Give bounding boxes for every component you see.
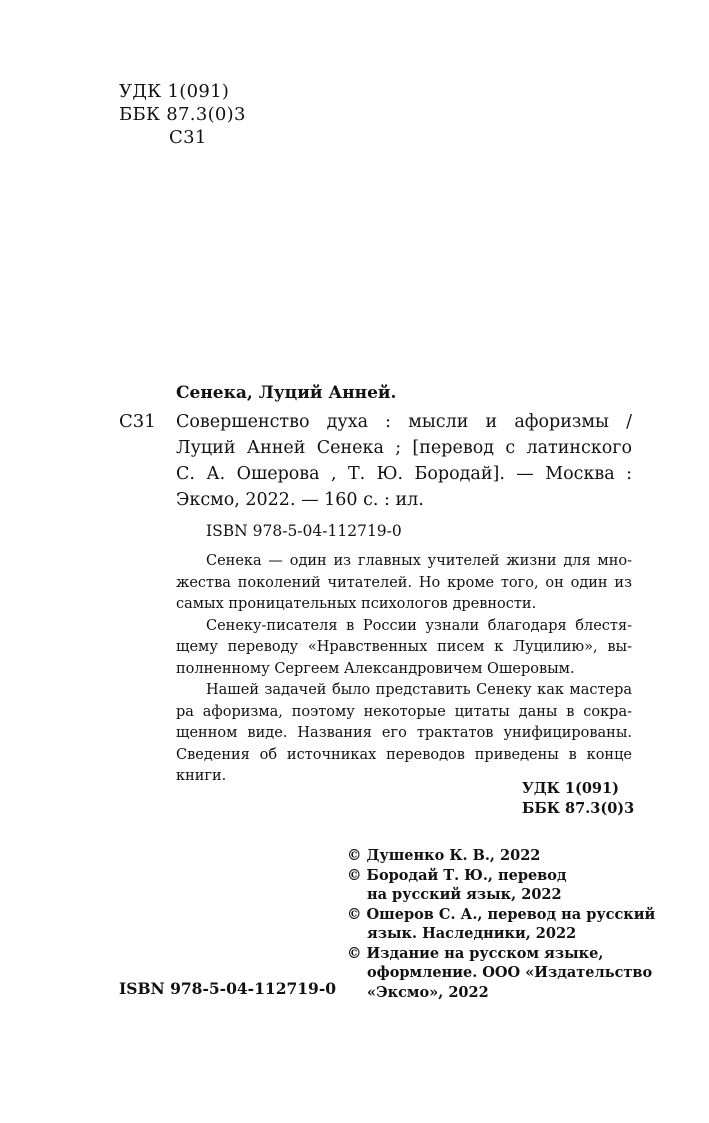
- classification-footer: [522, 779, 634, 819]
- annotation-paragraph: [176, 680, 632, 788]
- annotation-line: полненному Сергеем Александровичем Ошеровым.: [176, 660, 575, 677]
- author-mark: С31: [169, 127, 207, 148]
- copyright-line: оформление. ООО «Издательство: [367, 964, 653, 981]
- copyright-block: [347, 846, 656, 1002]
- bibliographic-description: [176, 409, 632, 513]
- biblio-line: Совершенство духа : мысли и афоризмы /: [176, 412, 632, 432]
- annotation-line: щенном виде. Названия его трактатов унифицированы.: [176, 725, 632, 741]
- copyright-entry: [347, 944, 653, 1003]
- copyright-line: язык. Наследники, 2022: [367, 925, 577, 942]
- classification-header: [119, 80, 246, 149]
- annotation-line: щему переводу «Нравственных писем к Луцилию», вы-: [176, 639, 632, 655]
- biblio-line: Луций Анней Сенека ; [перевод с латинского: [176, 438, 632, 458]
- isbn: ISBN 978-5-04-112719-0: [206, 522, 402, 540]
- bbk-code: ББК 87.3(0)3: [119, 104, 246, 125]
- annotation-line: книги.: [176, 768, 227, 784]
- biblio-line: С. А. Ошерова , Т. Ю. Бородай]. — Москва :: [176, 464, 632, 484]
- copyright-line: © Издание на русском языке,: [347, 944, 604, 962]
- copyright-line: «Эксмо», 2022: [367, 983, 489, 1001]
- copyright-line: © Бородай Т. Ю., перевод: [347, 866, 567, 884]
- annotation-line: самых проницательных психологов древности.: [176, 596, 537, 612]
- annotation-line: жества поколений читателей. Но кроме того, он один из: [176, 574, 632, 591]
- annotation-line: Сведения об источниках переводов приведены в конце: [176, 746, 632, 763]
- annotation-paragraph: [176, 551, 632, 616]
- udk-code-bottom: УДК 1(091): [522, 780, 619, 797]
- copyright-entry: [347, 846, 637, 866]
- copyright-line: © Ошеров С. А., перевод на русский: [347, 905, 656, 923]
- copyright-line: © Душенко К. В., 2022: [347, 847, 541, 864]
- author-mark-left: С31: [119, 411, 156, 432]
- annotation-line: Сенека — один из главных учителей жизни для мно-: [206, 553, 632, 569]
- annotation-paragraph: [176, 616, 632, 681]
- bbk-code-bottom: ББК 87.3(0)3: [522, 800, 635, 817]
- copyright-entry: [347, 866, 637, 905]
- copyright-entry: [347, 905, 656, 944]
- copyright-line: на русский язык, 2022: [367, 886, 562, 903]
- annotation-line: ра афоризма, поэтому некоторые цитаты даны в сокра-: [176, 703, 632, 720]
- author-heading: Сенека, Луций Анней.: [176, 383, 397, 403]
- annotation: [176, 551, 632, 788]
- udk-code: УДК 1(091): [119, 81, 230, 102]
- annotation-line: Сенеку-писателя в России узнали благодаря блестя-: [206, 617, 632, 634]
- annotation-line: Нашей задачей было представить Сенеку как мастера: [206, 682, 632, 698]
- biblio-line: Эксмо, 2022. — 160 с. : ил.: [176, 490, 424, 510]
- isbn-footer: ISBN 978-5-04-112719-0: [119, 979, 337, 998]
